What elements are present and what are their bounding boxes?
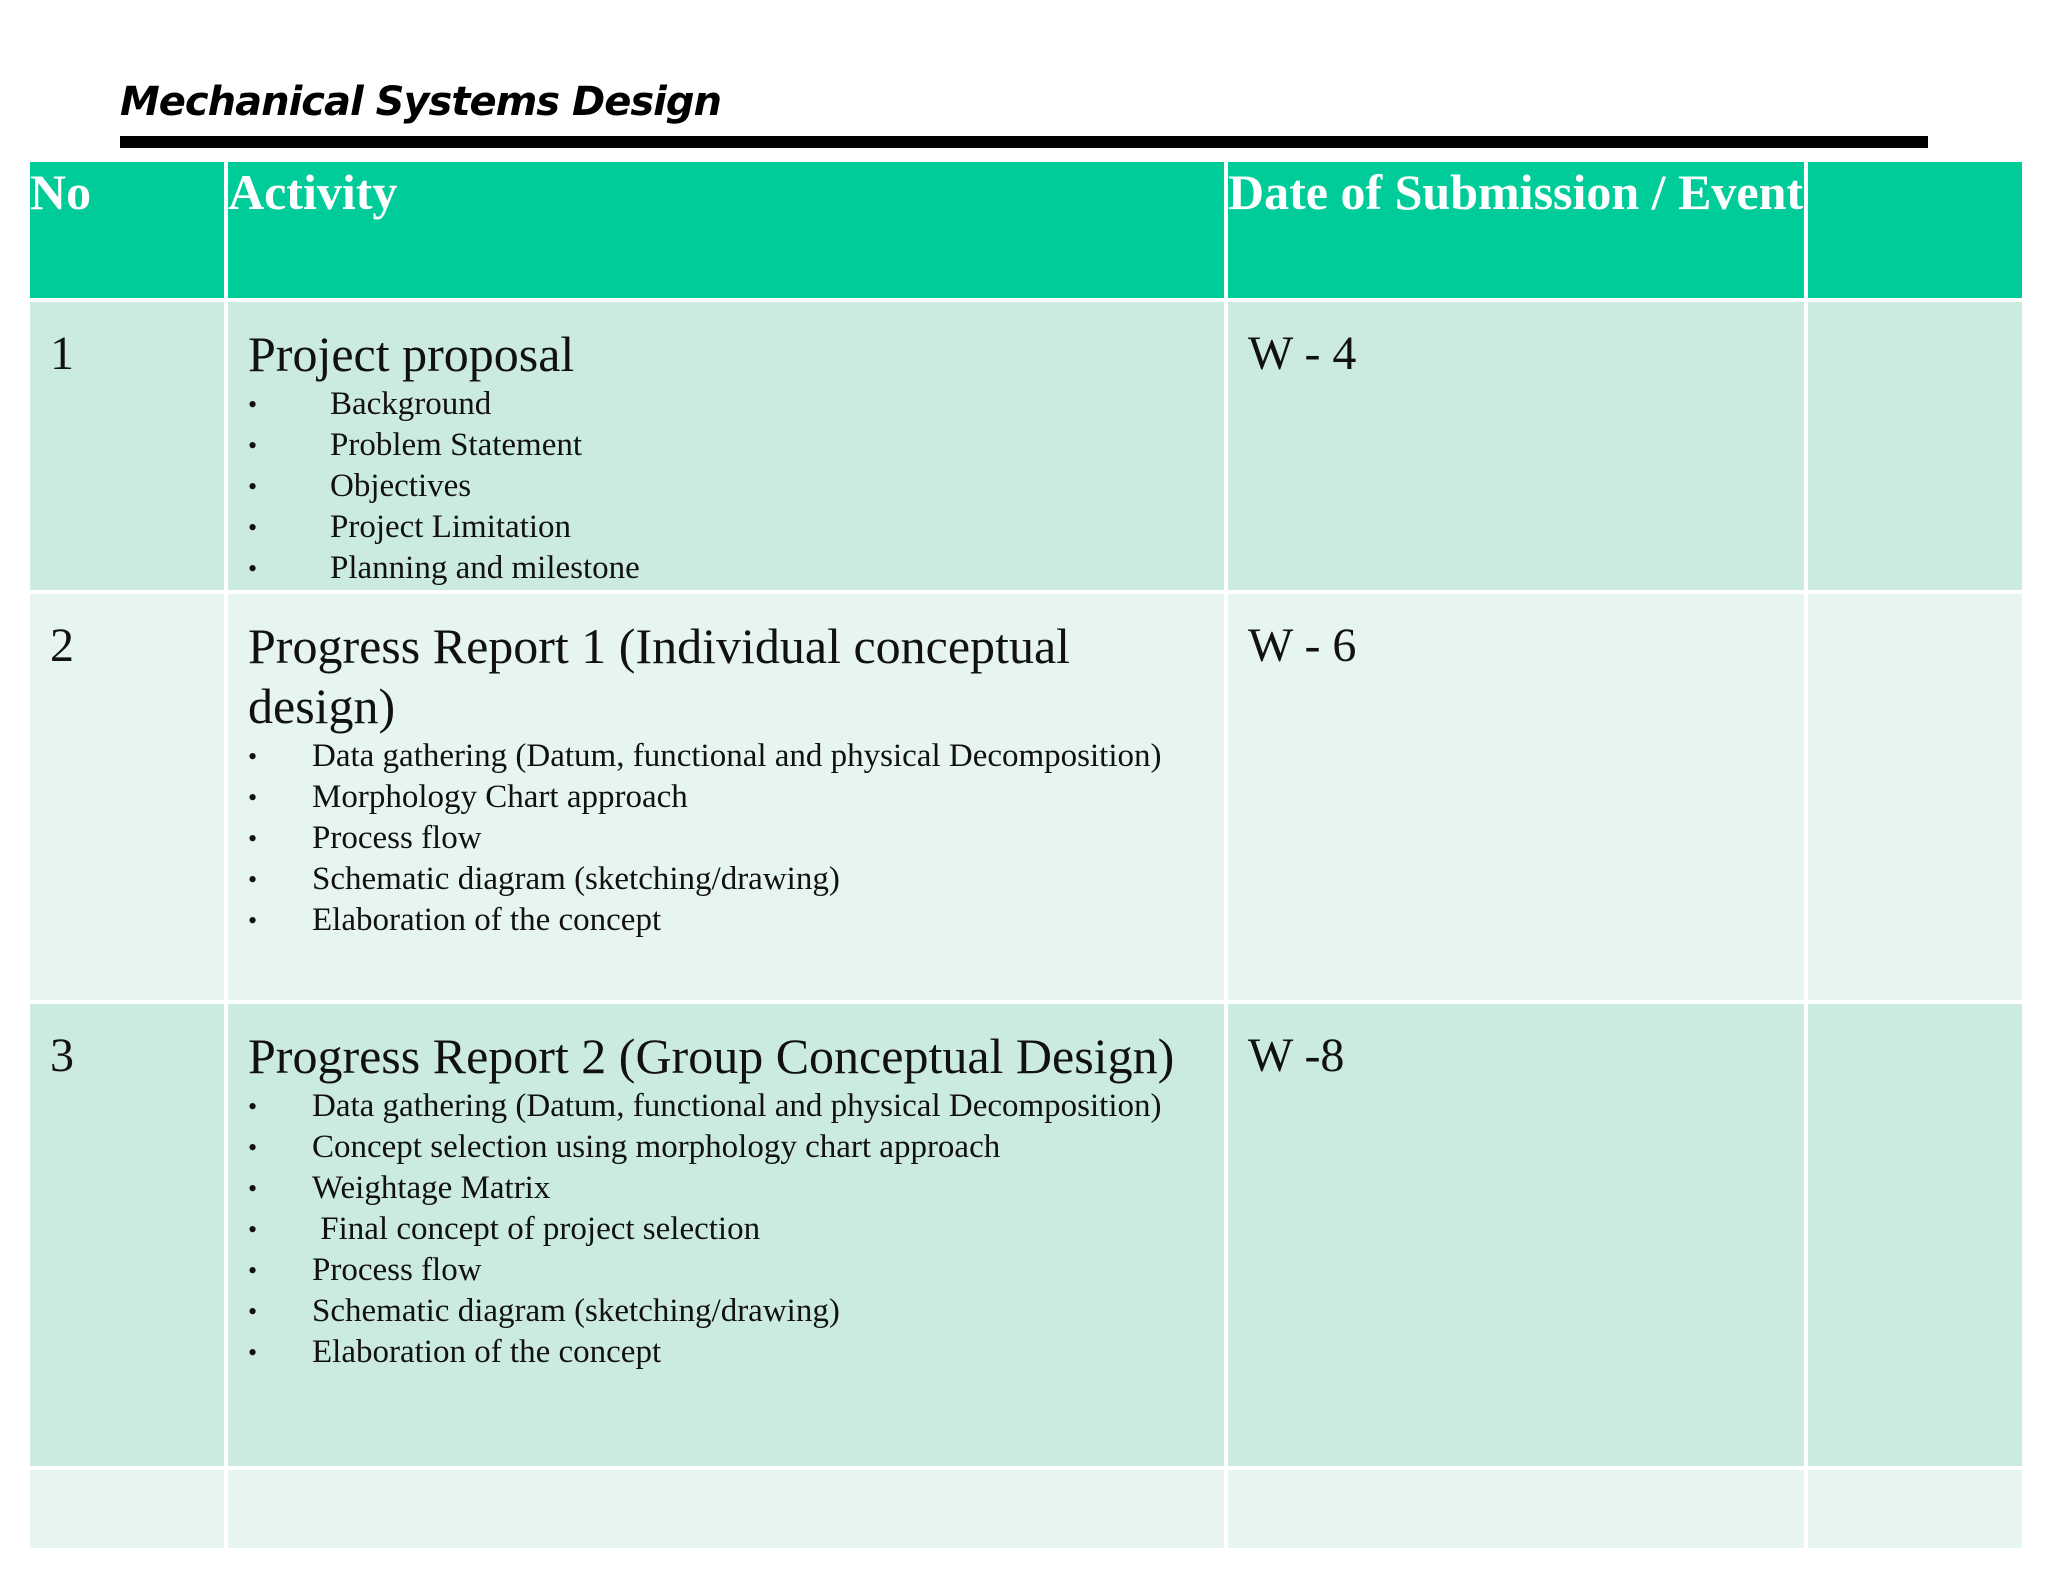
list-item: • Elaboration of the concept <box>248 900 1204 941</box>
table-row-empty <box>28 1468 2024 1550</box>
empty-cell <box>1226 1468 1806 1550</box>
activity-title: Project proposal <box>248 326 575 382</box>
table-row <box>28 300 2024 592</box>
bullet-icon: • <box>248 390 258 419</box>
list-item: • Morphology Chart approach <box>248 777 1204 818</box>
row-number: 3 <box>28 1002 226 1468</box>
list-item: • Schematic diagram (sketching/drawing) <box>248 1291 1204 1332</box>
bullet-icon: • <box>248 1338 258 1367</box>
submission-date: W -8 <box>1226 1002 1806 1468</box>
activity-cell <box>226 300 1226 592</box>
activity-items <box>248 736 1204 941</box>
page-title: Mechanical Systems Design <box>120 79 721 125</box>
list-item: • Problem Statement <box>248 425 1204 466</box>
header-date: Date of Submission / Event <box>1226 160 1806 300</box>
list-item: • Final concept of project selection <box>248 1209 1204 1250</box>
bullet-icon: • <box>248 513 258 542</box>
bullet-icon: • <box>248 906 258 935</box>
bullet-icon: • <box>248 431 258 460</box>
list-item: • Process flow <box>248 1250 1204 1291</box>
table-row <box>28 592 2024 1002</box>
activity-title: Progress Report 1 (Individual conceptual design) <box>248 618 1071 734</box>
list-item: • Elaboration of the concept <box>248 1332 1204 1373</box>
bullet-icon: • <box>248 1215 258 1244</box>
extra-cell <box>1806 300 2024 592</box>
list-item: • Planning and milestone <box>248 548 1204 589</box>
list-item: • Weightage Matrix <box>248 1168 1204 1209</box>
bullet-icon: • <box>248 1174 258 1203</box>
bullet-icon: • <box>248 1256 258 1285</box>
activity-cell <box>226 592 1226 1002</box>
list-item: • Objectives <box>248 466 1204 507</box>
bullet-icon: • <box>248 783 258 812</box>
activity-items <box>248 384 1204 589</box>
bullet-icon: • <box>248 1133 258 1162</box>
table-row <box>28 1002 2024 1468</box>
header-no: No <box>28 160 226 300</box>
list-item: • Background <box>248 384 1204 425</box>
list-item: • Concept selection using morphology chart approach <box>248 1127 1204 1168</box>
activity-cell <box>226 1002 1226 1468</box>
title-underline <box>120 136 1928 148</box>
submission-date: W - 6 <box>1226 592 1806 1002</box>
empty-cell <box>226 1468 1226 1550</box>
schedule-table <box>26 158 2026 1552</box>
header-extra <box>1806 160 2024 300</box>
bullet-icon: • <box>248 824 258 853</box>
header-activity: Activity <box>226 160 1226 300</box>
bullet-icon: • <box>248 1297 258 1326</box>
bullet-icon: • <box>248 1092 258 1121</box>
list-item: • Process flow <box>248 818 1204 859</box>
extra-cell <box>1806 1002 2024 1468</box>
submission-date: W - 4 <box>1226 300 1806 592</box>
bullet-icon: • <box>248 865 258 894</box>
bullet-icon: • <box>248 742 258 771</box>
empty-cell <box>1806 1468 2024 1550</box>
list-item: • Data gathering (Datum, functional and physical Decomposition) <box>248 736 1204 777</box>
activity-items <box>248 1086 1204 1373</box>
bullet-icon: • <box>248 472 258 501</box>
bullet-icon: • <box>248 554 258 583</box>
list-item: • Data gathering (Datum, functional and physical Decomposition) <box>248 1086 1204 1127</box>
extra-cell <box>1806 592 2024 1002</box>
empty-cell <box>28 1468 226 1550</box>
row-number: 2 <box>28 592 226 1002</box>
table-header-row <box>28 160 2024 300</box>
activity-title: Progress Report 2 (Group Conceptual Design) <box>248 1028 1175 1084</box>
list-item: • Schematic diagram (sketching/drawing) <box>248 859 1204 900</box>
list-item: • Project Limitation <box>248 507 1204 548</box>
row-number: 1 <box>28 300 226 592</box>
